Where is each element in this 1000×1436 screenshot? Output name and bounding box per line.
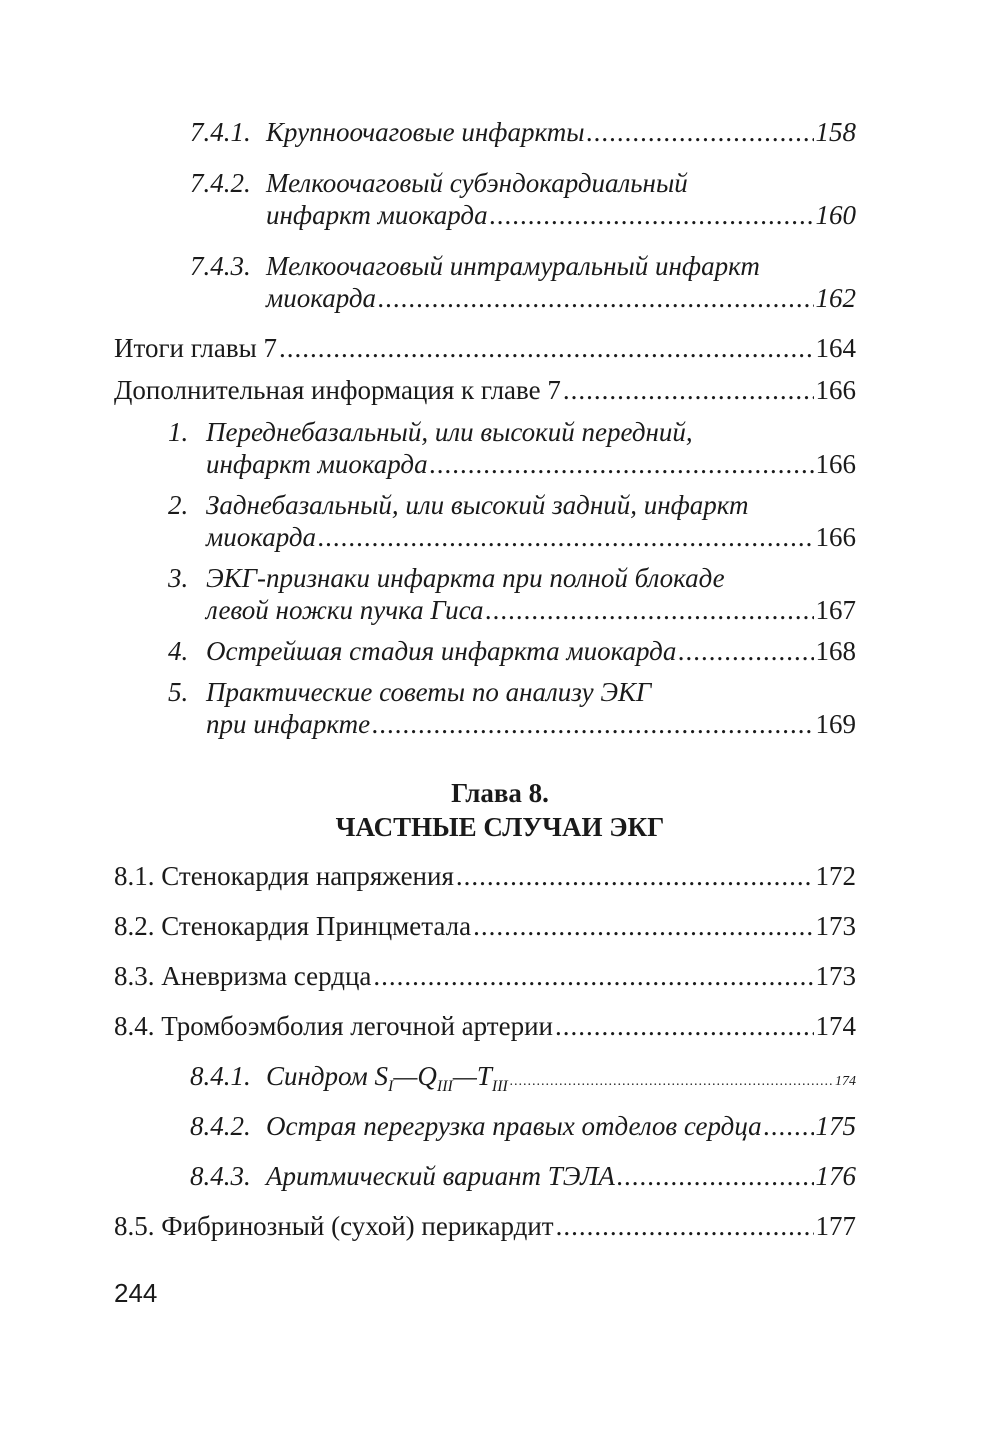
toc-entry-title: Острая перегрузка правых отделов сердца (266, 1111, 762, 1141)
toc-entry-extra-1 (168, 416, 856, 480)
toc-entry-page: 164 (815, 333, 856, 363)
toc-entry-page: 166 (815, 449, 856, 479)
leader-dots (485, 594, 813, 626)
syndrome-t: —T (452, 1061, 492, 1091)
toc-entry-title-line2: инфаркт миокарда (206, 449, 428, 479)
toc-entry-title: Острейшая стадия инфаркта миокарда (206, 636, 677, 666)
toc-entry-title-line2: при инфаркте (206, 709, 371, 739)
leader-dots (378, 282, 814, 314)
toc-entry-number: 7.4.1. (190, 117, 251, 147)
toc-entry-title-line2: миокарда (266, 283, 376, 313)
toc-entry-8-3 (114, 960, 856, 992)
toc-entry-page: 173 (815, 911, 856, 941)
toc-entry-page: 176 (815, 1161, 856, 1191)
toc-entry-number: 2. (168, 490, 189, 520)
leader-dots (764, 1110, 814, 1142)
toc-entry-title-line1: Мелкоочаговый субэндокардиальный (266, 168, 688, 198)
page-number: 244 (114, 1278, 158, 1308)
toc-entry-title: Аритмический вариант ТЭЛА (266, 1161, 615, 1191)
subscript: III (436, 1078, 453, 1095)
toc-entry-8-4-1 (190, 1060, 856, 1103)
toc-entry-extra-5 (168, 676, 856, 740)
leader-dots (678, 635, 813, 667)
leader-dots (372, 708, 813, 740)
toc-entry-8-4-3 (190, 1160, 856, 1192)
toc-entry-number: 7.4.3. (190, 251, 251, 281)
toc-entry-page: 162 (815, 283, 856, 313)
toc-entry-title (266, 1060, 508, 1103)
leader-dots (279, 332, 813, 364)
toc-entry-title-line2: левой ножки пучка Гиса (206, 595, 484, 625)
leader-dots (510, 1066, 833, 1098)
toc-entry-page: 167 (815, 595, 856, 625)
leader-dots (555, 1010, 814, 1042)
toc-entry-page: 169 (815, 709, 856, 739)
toc-entry-8-4-2 (190, 1110, 856, 1142)
syndrome-prefix: Синдром S (266, 1061, 389, 1091)
toc-entry-number: 4. (168, 636, 189, 666)
leader-dots (556, 1210, 814, 1242)
leader-dots (318, 521, 814, 553)
toc-entry-extra-3 (168, 562, 856, 626)
toc-entry-page: 174 (835, 1074, 856, 1089)
toc-entry-7-4-1 (190, 116, 856, 148)
toc-entry-page: 175 (815, 1111, 856, 1141)
toc-entry-title-line1: Практические советы по анализу ЭКГ (206, 677, 652, 707)
toc-entry-number: 8.4.2. (190, 1111, 251, 1141)
chapter-label: Глава 8. (451, 778, 549, 808)
toc-entry-title-line1: Заднебазальный, или высокий задний, инфаркт (206, 490, 749, 520)
toc-entry-title: Итоги главы 7 (114, 333, 278, 363)
toc-entry-title-line2: инфаркт миокарда (266, 200, 488, 230)
toc-entry-page: 168 (815, 636, 856, 666)
toc-entry-title: 8.3. Аневризма сердца (114, 961, 372, 991)
leader-dots (587, 116, 814, 148)
toc-entry-7-4-3 (190, 250, 856, 314)
syndrome-q: —Q (393, 1061, 437, 1091)
toc-entry-extra-4 (168, 635, 856, 667)
toc-entry-number: 8.4.3. (190, 1161, 251, 1191)
toc-entry-page: 158 (815, 117, 856, 147)
toc-entry-page: 174 (815, 1011, 856, 1041)
toc-entry-7-4-2 (190, 167, 856, 231)
toc-entry-page: 173 (815, 961, 856, 991)
toc-entry-page: 160 (815, 200, 856, 230)
toc-entry-title-line1: Мелкоочаговый интрамуральный инфаркт (266, 251, 760, 281)
leader-dots (373, 960, 813, 992)
subscript: III (491, 1078, 508, 1095)
toc-entry-title: 8.2. Стенокардия Принцметала (114, 911, 472, 941)
toc-entry-8-4 (114, 1010, 856, 1042)
toc-entry-8-1 (114, 860, 856, 892)
toc-entry-title: 8.1. Стенокардия напряжения (114, 861, 454, 891)
toc-entry-page: 172 (815, 861, 856, 891)
toc-entry-chapter-7-extra (114, 374, 856, 406)
leader-dots (473, 910, 813, 942)
toc-entry-number: 3. (168, 563, 189, 593)
toc-entry-number: 7.4.2. (190, 168, 251, 198)
leader-dots (490, 199, 814, 231)
leader-dots (617, 1160, 814, 1192)
toc-entry-title: 8.5. Фибринозный (сухой) перикардит (114, 1211, 554, 1241)
toc-entry-title: Крупноочаговые инфаркты (266, 117, 585, 147)
toc-entry-8-5 (114, 1210, 856, 1242)
toc-entry-title: Дополнительная информация к главе 7 (114, 375, 561, 405)
toc-entry-title-line1: ЭКГ-признаки инфаркта при полной блокаде (206, 563, 725, 593)
leader-dots (430, 448, 814, 480)
toc-entry-extra-2 (168, 489, 856, 553)
leader-dots (456, 860, 814, 892)
toc-entry-number: 8.4.1. (190, 1061, 251, 1091)
subscript: I (388, 1078, 394, 1095)
toc-entry-page: 166 (815, 375, 856, 405)
toc-entry-page: 177 (815, 1211, 856, 1241)
leader-dots (563, 374, 814, 406)
chapter-title: ЧАСТНЫЕ СЛУЧАИ ЭКГ (335, 812, 665, 842)
toc-entry-page: 166 (815, 522, 856, 552)
toc-entry-title-line2: миокарда (206, 522, 316, 552)
toc-entry-title-line1: Переднебазальный, или высокий передний, (206, 417, 693, 447)
toc-entry-title: 8.4. Тромбоэмболия легочной артерии (114, 1011, 553, 1041)
toc-entry-chapter-7-summary (114, 332, 856, 364)
toc-entry-number: 5. (168, 677, 189, 707)
toc-entry-8-2 (114, 910, 856, 942)
toc-entry-number: 1. (168, 417, 189, 447)
